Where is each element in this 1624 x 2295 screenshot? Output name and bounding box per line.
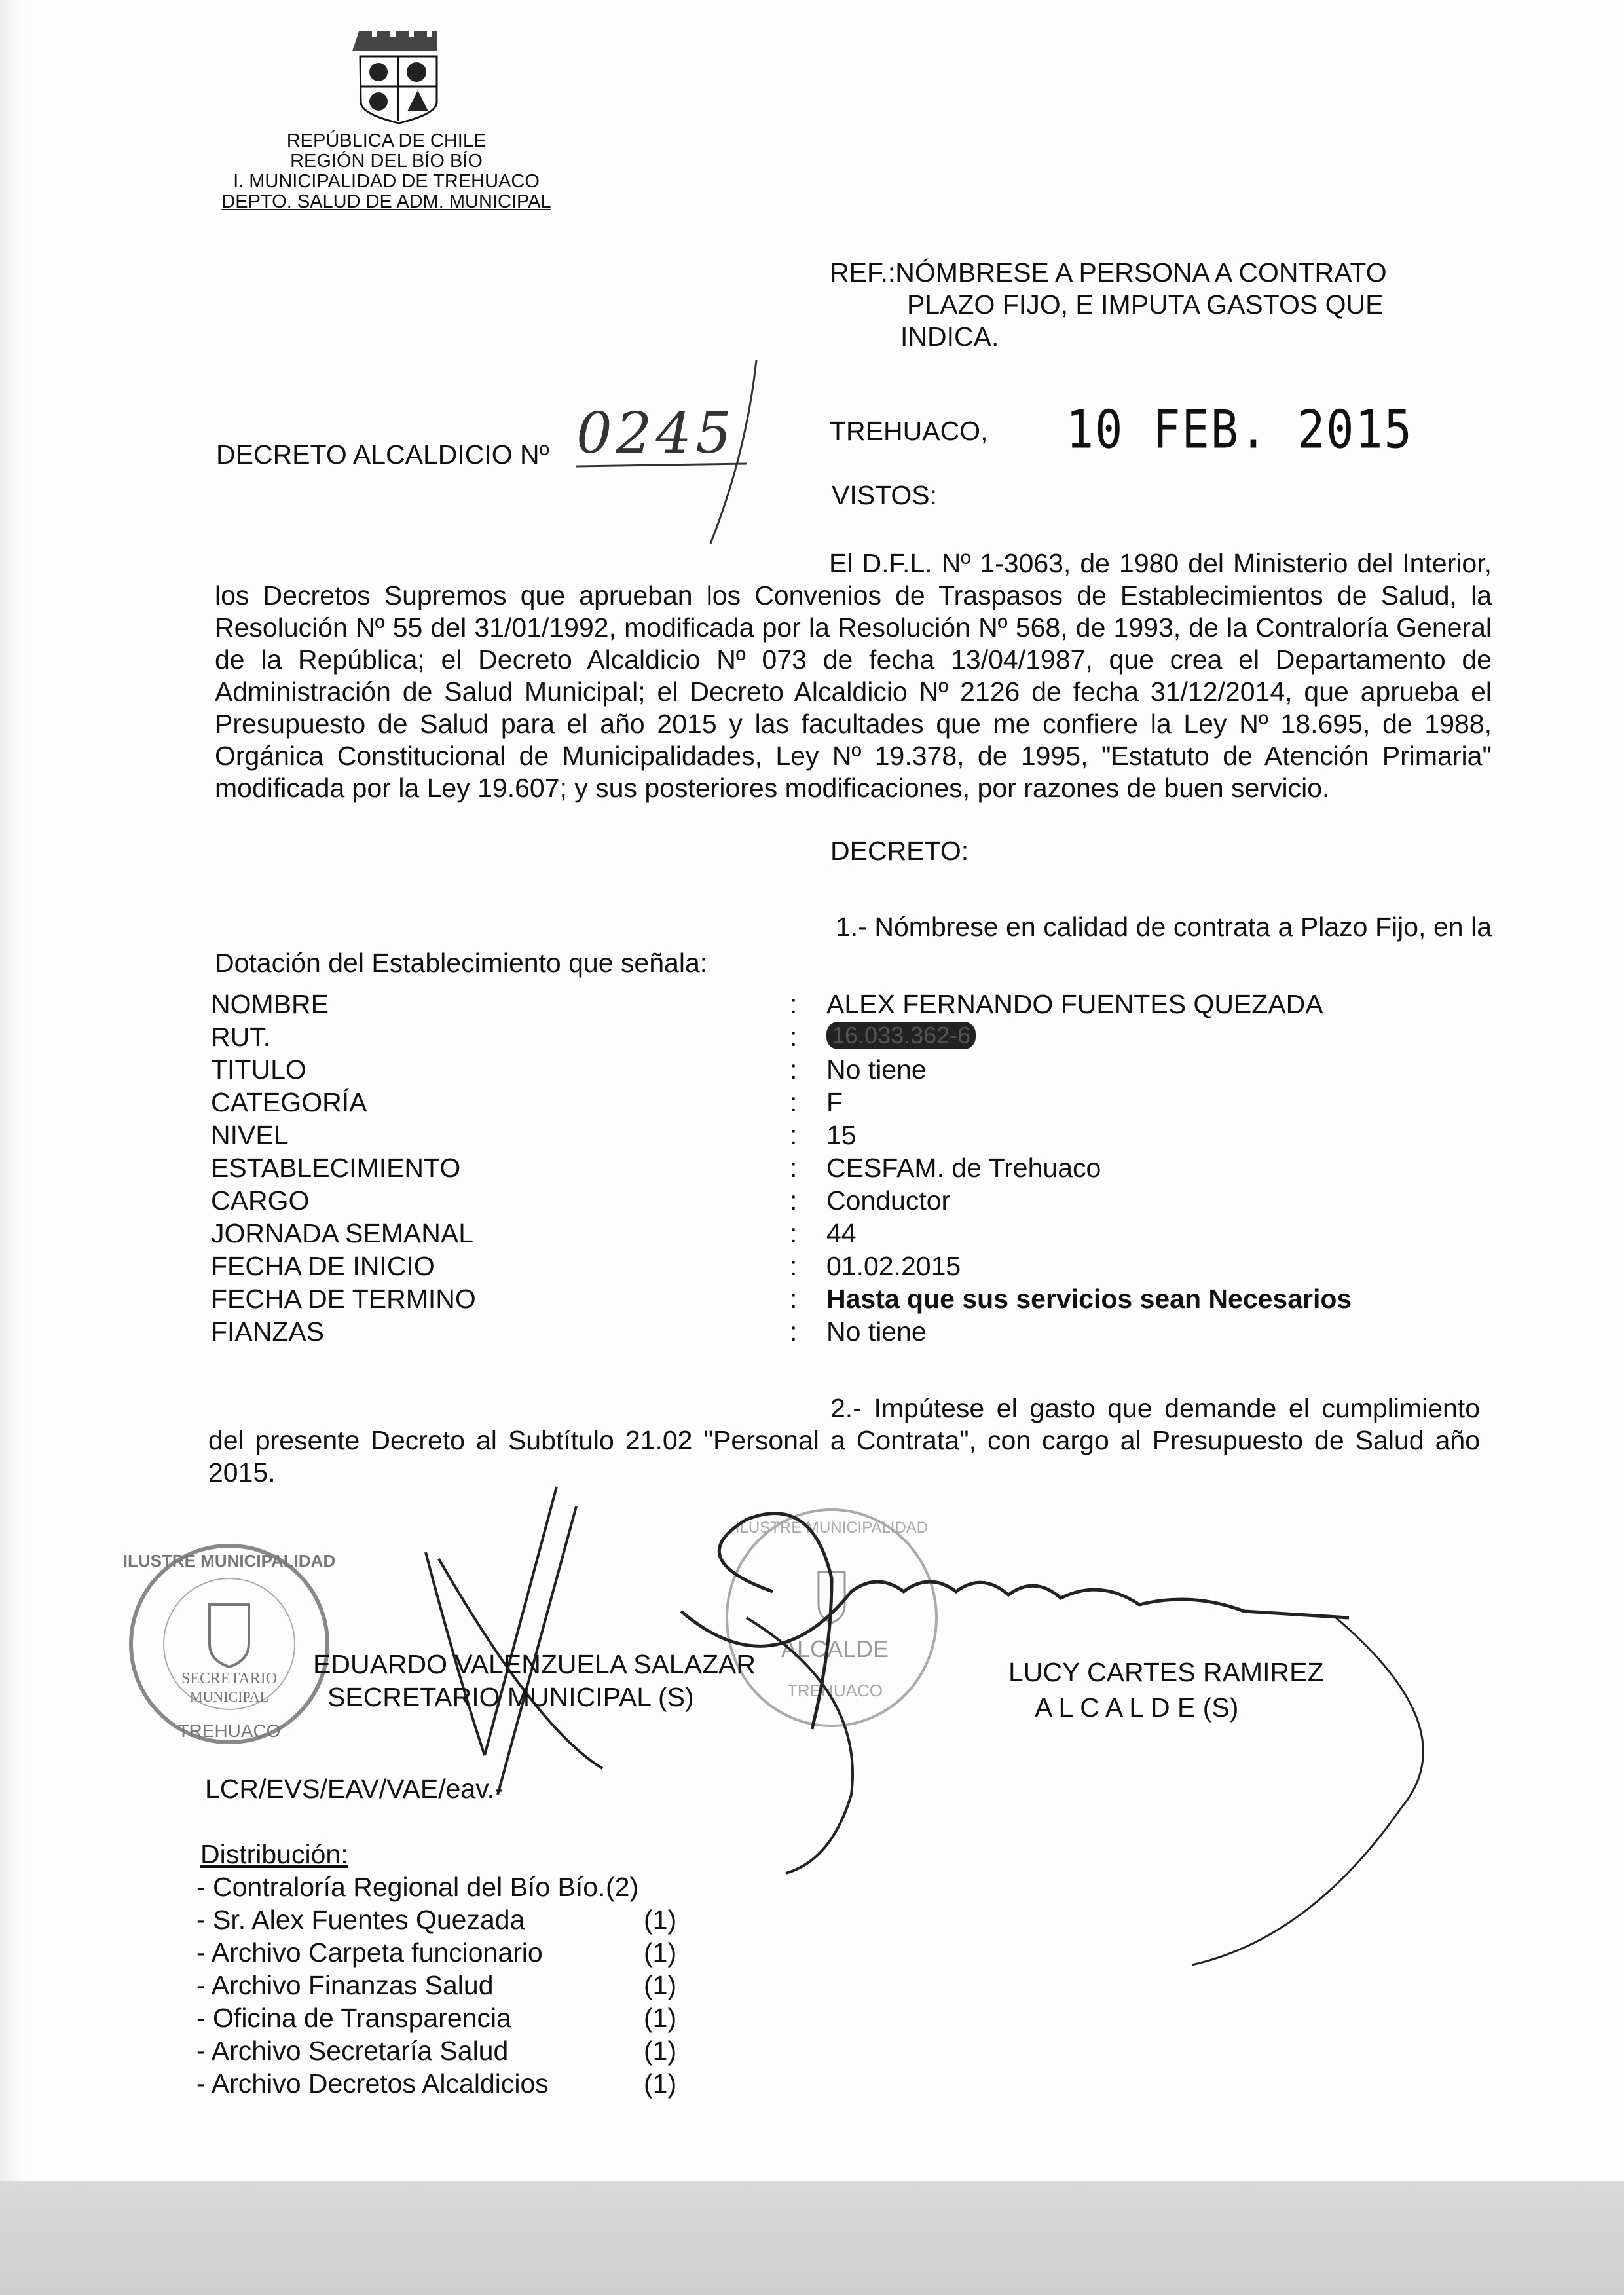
scan-bottom-margin [0, 2181, 1624, 2295]
distribution-label: - Archivo Decretos Alcaldicios [196, 2068, 549, 2099]
stamp-text: ALCALDE [781, 1635, 889, 1662]
field-label: FIANZAS [211, 1316, 325, 1347]
field-separator: : [790, 1284, 798, 1314]
municipal-crest-icon [351, 26, 446, 124]
stamp-text: ILUSTRE MUNICIPALIDAD [735, 1519, 929, 1537]
distribution-count: (1) [644, 1905, 677, 1935]
distribution-item [196, 1970, 694, 2003]
initials: LCR/EVS/EAV/VAE/eav.- [205, 1774, 504, 1804]
stamp-text: MUNICIPAL [189, 1689, 269, 1705]
field-row [211, 1120, 1455, 1153]
field-separator: : [790, 1185, 798, 1216]
stamp-text: TREHUACO [787, 1681, 883, 1700]
field-separator: : [790, 1218, 798, 1248]
distribution-count: (2) [606, 1872, 639, 1902]
field-row [211, 1153, 1455, 1185]
field-value: No tiene [826, 1316, 927, 1347]
field-row [211, 1251, 1455, 1284]
distribution-label: - Archivo Carpeta funcionario [196, 1937, 543, 1968]
field-label: FECHA DE INICIO [211, 1251, 435, 1281]
point-2 [208, 1392, 1480, 1489]
distribution-item [196, 2036, 694, 2068]
place: TREHUACO, [830, 416, 988, 446]
distribution-count: (1) [644, 1937, 677, 1968]
field-separator: : [790, 1251, 798, 1281]
vistos-paragraph [215, 548, 1492, 804]
reference-line-2: PLAZO FIJO, E IMPUTA GASTOS QUE [907, 289, 1384, 320]
field-label: FECHA DE TERMINO [211, 1284, 476, 1314]
field-value: 15 [826, 1120, 857, 1150]
field-label: ESTABLECIMIENTO [211, 1153, 461, 1183]
point-1 [215, 909, 1492, 981]
letterhead [216, 131, 557, 212]
stamp-text: ILUSTRE MUNICIPALIDAD [122, 1551, 336, 1571]
field-value: F [826, 1087, 843, 1117]
distribution-label: - Sr. Alex Fuentes Quezada [196, 1905, 525, 1935]
point-1-text: 1.- Nómbrese en calidad de contrata a Plazo Fijo, en la Dotación del Establecimiento que señala: [215, 912, 1492, 978]
secretary-name: EDUARDO VALENZUELA SALAZAR [313, 1649, 756, 1679]
secretary-title: SECRETARIO MUNICIPAL (S) [327, 1682, 694, 1712]
mayor-title: A L C A L D E (S) [1035, 1692, 1239, 1723]
field-value: 01.02.2015 [826, 1251, 961, 1281]
field-label: CARGO [211, 1185, 310, 1216]
distribution-count: (1) [644, 2036, 677, 2066]
stamp-text: SECRETARIO [181, 1670, 278, 1687]
distribution-item [196, 2068, 694, 2101]
decree-number-handwritten: 0245 [576, 401, 735, 466]
decree-label: DECRETO ALCALDICIO Nº [216, 439, 549, 470]
distribution-label: - Contraloría Regional del Bío Bío. [196, 1872, 606, 1902]
field-label: JORNADA SEMANAL [211, 1218, 473, 1248]
distribution-item [196, 1937, 694, 1970]
field-row [211, 1185, 1455, 1218]
field-separator: : [790, 1054, 798, 1085]
distribution-label: - Oficina de Transparencia [196, 2003, 511, 2033]
distribution-item [196, 2003, 694, 2036]
letterhead-line: REPÚBLICA DE CHILE [286, 130, 487, 151]
field-row [211, 1284, 1455, 1316]
field-value: Hasta que sus servicios sean Necesarios [826, 1284, 1352, 1314]
mayor-name: LUCY CARTES RAMIREZ [1008, 1657, 1324, 1687]
decreto-heading: DECRETO: [830, 836, 969, 866]
handwritten-underline-icon [570, 354, 766, 550]
field-value-redacted: 16.033.362-6 [826, 1022, 976, 1049]
letterhead-line: REGIÓN DEL BÍO BÍO [290, 151, 483, 172]
field-row [211, 1022, 1455, 1054]
field-separator: : [790, 1316, 798, 1347]
field-value: CESFAM. de Trehuaco [826, 1153, 1101, 1183]
field-separator: : [790, 989, 798, 1019]
distribution-label: - Archivo Finanzas Salud [196, 1970, 494, 2000]
field-label: NOMBRE [211, 989, 329, 1019]
reference-line-3: INDICA. [900, 322, 999, 352]
field-row [211, 1218, 1455, 1251]
field-value: ALEX FERNANDO FUENTES QUEZADA [826, 989, 1323, 1019]
vistos-text: El D.F.L. Nº 1-3063, de 1980 del Ministerio del Interior, los Decretos Supremos que aprueban los Convenios de Traspasos de Establecimientos de Salud, la Resolución Nº 55 del 31/01/1992, modificada por la Resolución Nº 568, de 1993, de la Contraloría General de la República; el Decreto Alcaldicio Nº 073 de fecha 13/04/1987, que crea el Departamento de Administración de Salud Municipal; el Decreto Alcaldicio Nº 2126 de fecha 31/12/2014, que aprueba el Presupuesto de Salud para el año 2015 y las facultades que me confiere la Ley Nº 18.695, de 1988, Orgánica Constitucional de Municipalidades, Ley Nº 19.378, de 1995, "Estatuto de Atención Primaria" modificada por la Ley 19.607; y sus posteriores modificaciones, por razones de buen servicio. [215, 548, 1492, 803]
distribution-item [196, 1905, 694, 1937]
point-2-text: 2.- Impútese el gasto que demande el cumplimiento del presente Decreto al Subtítulo 21.02 "Personal a Contrata", con cargo al Presupuesto de Salud año 2015. [208, 1393, 1480, 1487]
scan-edge [0, 0, 26, 2181]
distribution-count: (1) [644, 2003, 677, 2033]
field-label: NIVEL [211, 1120, 289, 1150]
letterhead-line: I. MUNICIPALIDAD DE TREHUACO [233, 171, 540, 192]
distribution-item [196, 1872, 694, 1905]
field-separator: : [790, 1022, 798, 1052]
date-stamp: 10 FEB. 2015 [1066, 398, 1413, 461]
field-value: Conductor [826, 1185, 951, 1216]
field-row [211, 1316, 1455, 1349]
distribution-heading: Distribución: [200, 1839, 348, 1869]
field-label: RUT. [211, 1022, 271, 1052]
field-value: No tiene [826, 1054, 927, 1085]
field-label: TITULO [211, 1054, 306, 1085]
field-separator: : [790, 1120, 798, 1150]
reference-line-1: REF.:NÓMBRESE A PERSONA A CONTRATO [830, 257, 1387, 288]
secretary-stamp-icon [118, 1533, 341, 1755]
field-row [211, 1054, 1455, 1087]
field-label: CATEGORÍA [211, 1087, 367, 1117]
letterhead-line: DEPTO. SALUD DE ADM. MUNICIPAL [221, 191, 551, 212]
distribution-count: (1) [644, 2068, 677, 2099]
field-row [211, 1087, 1455, 1120]
field-separator: : [790, 1087, 798, 1117]
vistos-heading: VISTOS: [832, 480, 938, 510]
distribution-count: (1) [644, 1970, 677, 2000]
field-row [211, 989, 1455, 1022]
distribution-label: - Archivo Secretaría Salud [196, 2036, 509, 2066]
field-separator: : [790, 1153, 798, 1183]
stamp-text: TREHUACO [177, 1721, 281, 1741]
field-value: 44 [826, 1218, 857, 1248]
